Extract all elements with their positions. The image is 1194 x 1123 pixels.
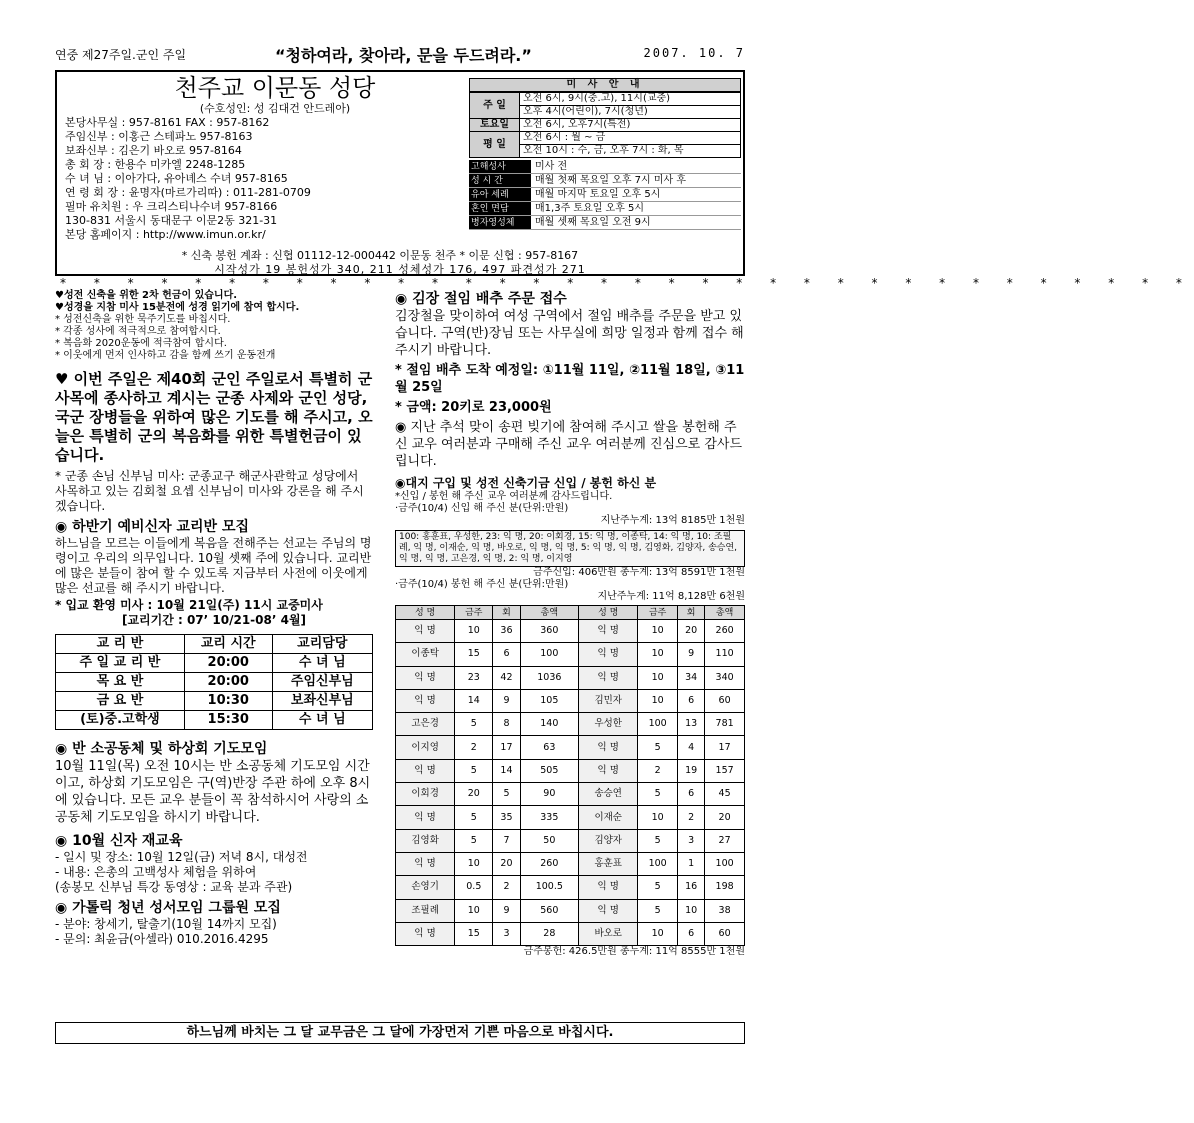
sunday-times: 오후 4시(어린이), 7시(청년) (520, 106, 741, 119)
table-cell: 2 (493, 876, 520, 899)
table-cell: 익 명 (579, 759, 638, 782)
table-cell: 38 (705, 899, 745, 922)
table-cell: 10 (638, 620, 678, 643)
reeducation-title: ◉ 10월 신자 재교육 (55, 833, 183, 849)
table-row (396, 666, 745, 689)
column-header: 교리담당 (272, 635, 372, 654)
staff-line: 총 회 장 : 한용수 미카엘 2248-1285 (65, 158, 246, 171)
patron-saint: (수호성인: 성 김대건 안드레아) (199, 102, 351, 115)
table-cell: 23 (455, 666, 493, 689)
table-cell: 110 (705, 643, 745, 666)
weekday-label: 평 일 (470, 132, 520, 158)
table-cell: 63 (520, 736, 579, 759)
bullet-item: * 이웃에게 먼저 인사하고 감을 함께 쓰기 운동전개 (55, 350, 276, 361)
table-cell: 우성한 (579, 713, 638, 736)
issue-date: 2007. 10. 7 (643, 46, 745, 60)
staff-line: 주임신부 : 이홍근 스테파노 957-8163 (65, 130, 253, 143)
table-cell: 익 명 (396, 852, 455, 875)
table-cell: 익 명 (396, 922, 455, 945)
table-cell: 198 (705, 876, 745, 899)
table-cell: 157 (705, 759, 745, 782)
pledge-sum: 금주신입: 406만원 총누계: 13억 8591만 1천원 (533, 567, 745, 578)
table-cell: 바오로 (579, 922, 638, 945)
table-cell: 10 (455, 899, 493, 922)
church-title: 천주교 이문동 성당 (174, 74, 376, 102)
table-cell: 13 (678, 713, 705, 736)
table-cell: 1036 (520, 666, 579, 689)
table-cell: 10 (638, 643, 678, 666)
info-row: 병자영성체 매월 셋째 목요일 오전 9시 (469, 216, 741, 230)
table-cell: 36 (493, 620, 520, 643)
table-cell: 781 (705, 713, 745, 736)
table-cell: 34 (678, 666, 705, 689)
table-cell: 5 (455, 829, 493, 852)
info-row: 혼인 면담 매1,3주 토요일 오후 5시 (469, 202, 741, 216)
mass-heading: 미 사 안 내 (469, 78, 741, 92)
staff-line: 연 령 회 장 : 윤명자(마르가리따) : 011-281-0709 (65, 186, 311, 199)
bullet-item: * 성전신축을 위한 묵주기도를 바칩시다. (55, 314, 231, 325)
table-row (396, 783, 745, 806)
catechumen-title: ◉ 하반기 예비신자 교리반 모집 (55, 519, 249, 535)
table-cell: 0.5 (455, 876, 493, 899)
catechumen-body: 하느님을 모르는 이들에게 복음을 전해주는 선교는 주님의 명령이고 우리의 의무입니다. 10월 셋째 주에 있습니다. 교리반에 많은 분들이 참여 할 수 있도록 지금부터 사전에 이웃에게 많은 선교를 해 주시기 바랍니다. (55, 536, 372, 595)
table-cell: 19 (678, 759, 705, 782)
column-header: 성 명 (579, 606, 638, 620)
table-cell: 익 명 (579, 643, 638, 666)
table-cell: 10 (455, 620, 493, 643)
table-cell: 9 (493, 899, 520, 922)
table-cell: 익 명 (579, 620, 638, 643)
reeducation-line: - 내용: 은총의 고백성사 체험을 위하여 (55, 865, 257, 879)
youth-bible-line: - 분야: 창세기, 탈출기(10월 14까지 모집) (55, 917, 277, 931)
table-cell: 45 (705, 783, 745, 806)
table-cell: 10 (455, 852, 493, 875)
pledge-names: 100: 홍훈표, 우성한, 23: 익 명, 20: 이회경, 15: 익 명, 이종탁, 14: 익 명, 10: 조필례, 익 명, 이재순, 익 명, 바오로, 익 명, 익 명, 5: 익 명, 익 명, 김영화, 김양자, 송승연, 익 명, 익 명, 고은경, 익 명, 2: 익 명, 이지영 (395, 530, 745, 567)
table-cell: 27 (705, 829, 745, 852)
footer-banner: 하느님께 바치는 그 달 교무금은 그 달에 가장먼저 기쁜 마음으로 바칩시다. (55, 1022, 745, 1044)
table-cell: 50 (520, 829, 579, 852)
table-cell: 100 (638, 713, 678, 736)
offer-heading: ·금주(10/4) 봉헌 해 주신 분(단위:만원) (395, 579, 569, 590)
table-cell: 이재순 (579, 806, 638, 829)
header-box (55, 70, 745, 276)
table-row (396, 922, 745, 945)
table-cell: 20 (455, 783, 493, 806)
pledge-total: 지난주누계: 13억 8185만 1천원 (600, 515, 745, 526)
info-row: 성 시 간 매월 첫째 목요일 오후 7시 미사 후 (469, 174, 741, 188)
saturday-label: 토요일 (470, 119, 520, 132)
table-cell: 140 (520, 713, 579, 736)
table-row: 주 일 교 리 반 20:00 수 녀 님 (56, 654, 373, 673)
table-cell: 28 (520, 922, 579, 945)
donation-sub: *신입 / 봉헌 해 주신 교우 여러분께 감사드립니다. (395, 491, 613, 502)
army-sunday-notice: ♥ 이번 주일은 제40회 군인 주일로서 특별히 군 사목에 종사하고 계시는 군종 사제와 군인 성당, 국군 장병들을 위하여 많은 기도를 해 주시고, 오늘은 특별히 군의 복음화를 위한 특별헌금이 있습니다. (55, 370, 373, 464)
table-cell: 5 (493, 783, 520, 806)
account-line: * 신축 봉헌 계좌 : 신협 01112-12-000442 이문동 천주 * 이문 신협 : 957-8167 (181, 249, 579, 262)
table-cell: 16 (678, 876, 705, 899)
staff-line: 필마 유치원 : 우 크리스티나수녀 957-8166 (65, 200, 278, 213)
table-cell: 60 (705, 689, 745, 712)
table-cell: 이회경 (396, 783, 455, 806)
table-cell: 60 (705, 922, 745, 945)
table-cell: 100.5 (520, 876, 579, 899)
table-cell: 10 (638, 922, 678, 945)
table-cell: 100 (638, 852, 678, 875)
table-cell: 7 (493, 829, 520, 852)
offer-total: 지난주누계: 11억 8,128만 6천원 (597, 591, 745, 602)
left-column (55, 290, 373, 947)
table-cell: 1 (678, 852, 705, 875)
kimchi-arrival: * 절임 배추 도착 예정일: ①11월 11일, ②11월 18일, ③11월 25일 (395, 363, 745, 395)
hymn-numbers: 시작성가 19 봉헌성가 340, 211 성체성가 176, 497 파견성가 271 (214, 263, 586, 276)
table-cell: 4 (678, 736, 705, 759)
motto: “청하여라, 찾아라, 문을 두드려라.” (275, 46, 532, 65)
table-row: 목 요 반 20:00 주임신부님 (56, 673, 373, 692)
church-info (65, 74, 465, 270)
table-row (396, 759, 745, 782)
sunday-label: 주 일 (470, 93, 520, 119)
table-cell: 260 (520, 852, 579, 875)
table-cell: 6 (678, 783, 705, 806)
offering-table (395, 605, 745, 946)
column-header: 회 (678, 606, 705, 620)
weekday-times: 오전 10시 : 수, 금, 오후 7시 : 화, 목 (520, 145, 741, 158)
table-cell: 김민자 (579, 689, 638, 712)
table-cell: 505 (520, 759, 579, 782)
column-header: 총액 (705, 606, 745, 620)
kimchi-title: ◉ 김장 절임 배추 주문 접수 (395, 291, 567, 307)
table-cell: 35 (493, 806, 520, 829)
youth-bible-title: ◉ 가톨릭 청년 성서모임 그룹원 모집 (55, 900, 281, 916)
table-cell: 익 명 (579, 736, 638, 759)
table-cell: 김영화 (396, 829, 455, 852)
star-divider: * * * * * * * * * * * * * * * * * * * * * * * * * * * * * * * * * * (60, 276, 1194, 290)
table-cell: 20 (493, 852, 520, 875)
staff-line: 보좌신부 : 김은기 바오로 957-8164 (65, 144, 242, 157)
table-row: (토)중.고학생 15:30 수 녀 님 (56, 711, 373, 730)
offer-sum: 금주봉헌: 426.5만원 총누계: 11억 8555만 1천원 (523, 946, 745, 958)
table-cell: 5 (638, 876, 678, 899)
table-cell: 8 (493, 713, 520, 736)
weekday-times: 오전 6시 : 월 ~ 금 (520, 132, 741, 145)
table-cell: 9 (678, 643, 705, 666)
table-row (396, 852, 745, 875)
table-cell: 익 명 (396, 806, 455, 829)
table-cell: 10 (638, 666, 678, 689)
table-cell: 14 (493, 759, 520, 782)
table-cell: 5 (638, 829, 678, 852)
table-cell: 90 (520, 783, 579, 806)
table-row: 금 요 반 10:30 보좌신부님 (56, 692, 373, 711)
bullet-item: * 복음화 2020운동에 적극참여 합시다. (55, 338, 227, 349)
table-cell: 이종탁 (396, 643, 455, 666)
table-cell: 560 (520, 899, 579, 922)
mass-table (469, 92, 741, 158)
table-cell: 10 (678, 899, 705, 922)
table-cell: 익 명 (396, 689, 455, 712)
table-cell: 5 (455, 806, 493, 829)
table-cell: 10 (638, 806, 678, 829)
liturgical-day: 연중 제27주일.군인 주일 (55, 48, 187, 62)
reeducation-line: - 일시 및 장소: 10월 12일(금) 저녁 8시, 대성전 (55, 850, 308, 864)
notice-heading: ♥성전 신축을 위한 2차 헌금이 있습니다. (55, 290, 238, 301)
table-cell: 3 (678, 829, 705, 852)
table-cell: 2 (455, 736, 493, 759)
table-cell: 17 (705, 736, 745, 759)
table-row (396, 620, 745, 643)
column-header: 금주 (455, 606, 493, 620)
community-body: 10월 11일(목) 오전 10시는 반 소공동체 기도모임 시간이고, 하상회 기도모임은 구(역)반장 주관 하에 오후 8시에 있습니다. 모든 교우 분들이 꼭 참석하시어 사랑의 소공동체 기도모임을 하시기 바랍니다. (55, 759, 371, 825)
kimchi-price: * 금액: 20키로 23,000원 (395, 400, 552, 415)
table-cell: 익 명 (579, 876, 638, 899)
table-cell: 9 (493, 689, 520, 712)
table-cell: 익 명 (396, 666, 455, 689)
table-cell: 6 (678, 689, 705, 712)
table-cell: 홍훈표 (579, 852, 638, 875)
bullet-item: * 각종 성사에 적극적으로 참여합시다. (55, 326, 221, 337)
table-row (396, 876, 745, 899)
table-cell: 17 (493, 736, 520, 759)
table-row (396, 689, 745, 712)
table-cell: 고은경 (396, 713, 455, 736)
table-cell: 42 (493, 666, 520, 689)
sacrament-info (469, 160, 741, 230)
table-cell: 15 (455, 922, 493, 945)
table-cell: 손영기 (396, 876, 455, 899)
table-cell: 100 (705, 852, 745, 875)
table-cell: 14 (455, 689, 493, 712)
column-header: 교 리 반 (56, 635, 185, 654)
community-title: ◉ 반 소공동체 및 하상회 기도모임 (55, 741, 268, 757)
songpyeon-thanks: ◉ 지난 추석 맞이 송편 빚기에 참여해 주시고 쌀을 봉헌해 주신 교우 여러분과 구매해 주신 교우 여러분께 진심으로 감사드립니다. (395, 420, 743, 469)
sunday-times: 오전 6시, 9시(중.고), 11시(교중) (520, 93, 741, 106)
notice-heading: ♥성경을 지참 미사 15분전에 성경 읽기에 참여 합시다. (55, 302, 300, 313)
saturday-times: 오전 6시, 오후7시(특전) (520, 119, 741, 132)
table-row (396, 736, 745, 759)
catechism-period: [교리기간 : 07’ 10/21-08’ 4월] (121, 613, 307, 627)
kimchi-body: 김장철을 맞이하여 여성 구역에서 절임 배추를 주문을 받고 있습니다. 구역(반)장님 또는 사무실에 희망 일정과 함께 접수 해 주시기 바랍니다. (395, 309, 744, 358)
table-cell: 100 (520, 643, 579, 666)
table-cell: 5 (638, 783, 678, 806)
info-row: 고해성사 미사 전 (469, 160, 741, 174)
table-row (396, 899, 745, 922)
table-cell: 이지영 (396, 736, 455, 759)
pledge-heading: ·금주(10/4) 신입 해 주신 분(단위:만원) (395, 503, 569, 514)
column-header: 교리 시간 (184, 635, 272, 654)
column-header: 금주 (638, 606, 678, 620)
table-cell: 6 (493, 643, 520, 666)
table-cell: 260 (705, 620, 745, 643)
catechism-table (55, 634, 373, 730)
table-cell: 송승연 (579, 783, 638, 806)
table-cell: 10 (638, 689, 678, 712)
column-header: 총액 (520, 606, 579, 620)
address-line: 130-831 서울시 동대문구 이문2동 321-31 (65, 214, 278, 227)
top-line (55, 42, 745, 66)
table-cell: 익 명 (396, 620, 455, 643)
table-row (396, 806, 745, 829)
staff-line: 본당사무실 : 957-8161 FAX : 957-8162 (65, 116, 270, 129)
table-row (396, 643, 745, 666)
table-cell: 5 (455, 759, 493, 782)
table-cell: 김양자 (579, 829, 638, 852)
donation-title: ◉대지 구입 및 성전 신축기금 신입 / 봉헌 하신 분 (395, 476, 657, 490)
column-header: 회 (493, 606, 520, 620)
table-cell: 335 (520, 806, 579, 829)
table-cell: 조필례 (396, 899, 455, 922)
table-cell: 15 (455, 643, 493, 666)
table-cell: 3 (493, 922, 520, 945)
table-cell: 6 (678, 922, 705, 945)
staff-line: 수 녀 님 : 이아가다, 유아녜스 수녀 957-8165 (65, 172, 288, 185)
column-header: 성 명 (396, 606, 455, 620)
table-cell: 익 명 (396, 759, 455, 782)
table-row (396, 829, 745, 852)
mass-schedule (469, 78, 741, 228)
table-cell: 5 (455, 713, 493, 736)
info-row: 유아 세례 매월 마지막 토요일 오후 5시 (469, 188, 741, 202)
table-cell: 20 (705, 806, 745, 829)
table-cell: 340 (705, 666, 745, 689)
homepage-line[interactable]: 본당 홈페이지 : http://www.imun.or.kr/ (65, 228, 266, 241)
table-header-row (396, 606, 745, 620)
table-cell: 105 (520, 689, 579, 712)
table-cell: 5 (638, 736, 678, 759)
youth-bible-line: - 문의: 최윤금(아셀라) 010.2016.4295 (55, 932, 269, 946)
welcome-mass: * 입교 환영 미사 : 10월 21일(주) 11시 교중미사 (55, 598, 323, 612)
table-cell: 20 (678, 620, 705, 643)
table-cell: 2 (638, 759, 678, 782)
right-column (395, 290, 745, 958)
table-row (396, 713, 745, 736)
table-cell: 익 명 (579, 899, 638, 922)
army-mass-note: * 군종 손님 신부님 미사: 군종교구 해군사관학교 성당에서 사목하고 있는 김회철 요셉 신부님이 미사와 강론을 해 주시겠습니다. (55, 469, 364, 513)
table-cell: 5 (638, 899, 678, 922)
reeducation-line: (송봉모 신부님 특강 동영상 : 교육 분과 주관) (55, 880, 293, 894)
table-cell: 360 (520, 620, 579, 643)
table-cell: 익 명 (579, 666, 638, 689)
table-cell: 2 (678, 806, 705, 829)
